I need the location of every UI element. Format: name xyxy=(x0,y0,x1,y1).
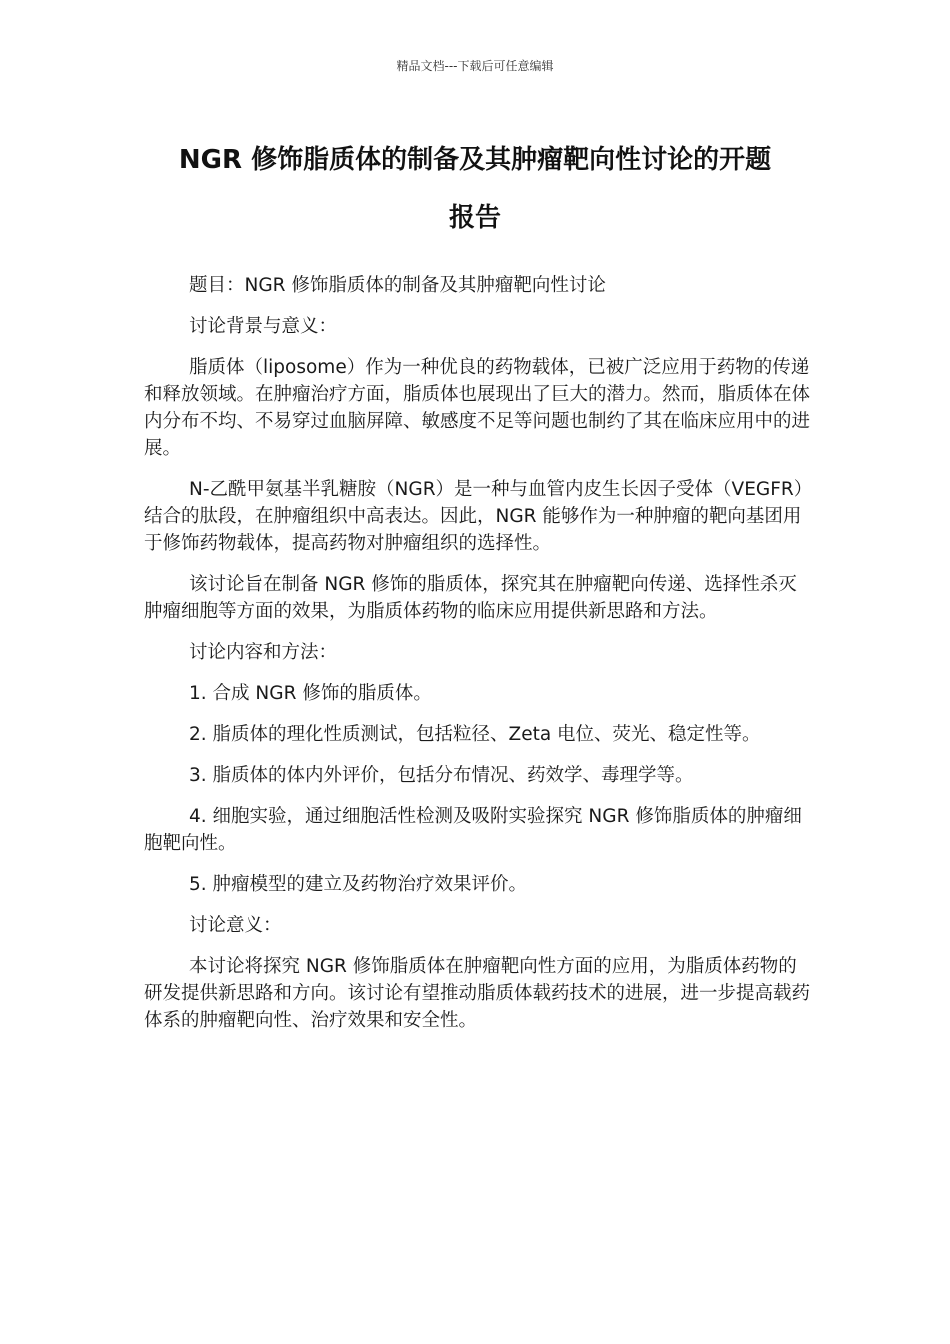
section-heading-background: 讨论背景与意义： xyxy=(189,316,338,337)
document-body xyxy=(144,272,814,1048)
paragraph-liposome-background: 脂质体（liposome）作为一种优良的药物载体，已被广泛应用于药物的传递和释放领域。在肿瘤治疗方面，脂质体也展现出了巨大的潜力。然而，脂质体在体内分布不均、不易穿过血脑屏障、敏感度不足等问题也制约了其在临床应用中的进展。 xyxy=(144,357,811,459)
method-item-5: 5. 肿瘤模型的建立及药物治疗效果评价。 xyxy=(189,874,528,895)
document-title-line-1: NGR 修饰脂质体的制备及其肿瘤靶向性讨论的开题 xyxy=(178,145,772,175)
section-heading-significance: 讨论意义： xyxy=(189,915,282,936)
method-item-4: 4. 细胞实验，通过细胞活性检测及吸附实验探究 NGR 修饰脂质体的肿瘤细胞靶向性。 xyxy=(144,806,802,854)
paragraph-significance: 本讨论将探究 NGR 修饰脂质体在肿瘤靶向性方面的应用，为脂质体药物的研发提供新思路和方向。该讨论有望推动脂质体载药技术的进展，进一步提高载药体系的肿瘤靶向性、治疗效果和安全性。 xyxy=(144,956,811,1031)
paragraph-ngr-description: N-乙酰甲氨基半乳糖胺（NGR）是一种与血管内皮生长因子受体（VEGFR）结合的肽段，在肿瘤组织中高表达。因此，NGR 能够作为一种肿瘤的靶向基团用于修饰药物载体，提高药物对肿瘤组织的选择性。 xyxy=(144,479,813,554)
header-note: 精品文档---下载后可任意编辑 xyxy=(396,59,554,73)
method-item-3: 3. 脂质体的体内外评价，包括分布情况、药效学、毒理学等。 xyxy=(189,765,694,786)
paragraph-study-aim: 该讨论旨在制备 NGR 修饰的脂质体，探究其在肿瘤靶向传递、选择性杀灭肿瘤细胞等方面的效果，为脂质体药物的临床应用提供新思路和方法。 xyxy=(144,574,797,622)
method-item-2: 2. 脂质体的理化性质测试，包括粒径、Zeta 电位、荧光、稳定性等。 xyxy=(189,724,761,745)
topic-line: 题目：NGR 修饰脂质体的制备及其肿瘤靶向性讨论 xyxy=(189,275,606,296)
document-title-line-2: 报告 xyxy=(448,203,501,233)
section-heading-methods: 讨论内容和方法： xyxy=(189,642,338,663)
method-item-1: 1. 合成 NGR 修饰的脂质体。 xyxy=(189,683,432,704)
